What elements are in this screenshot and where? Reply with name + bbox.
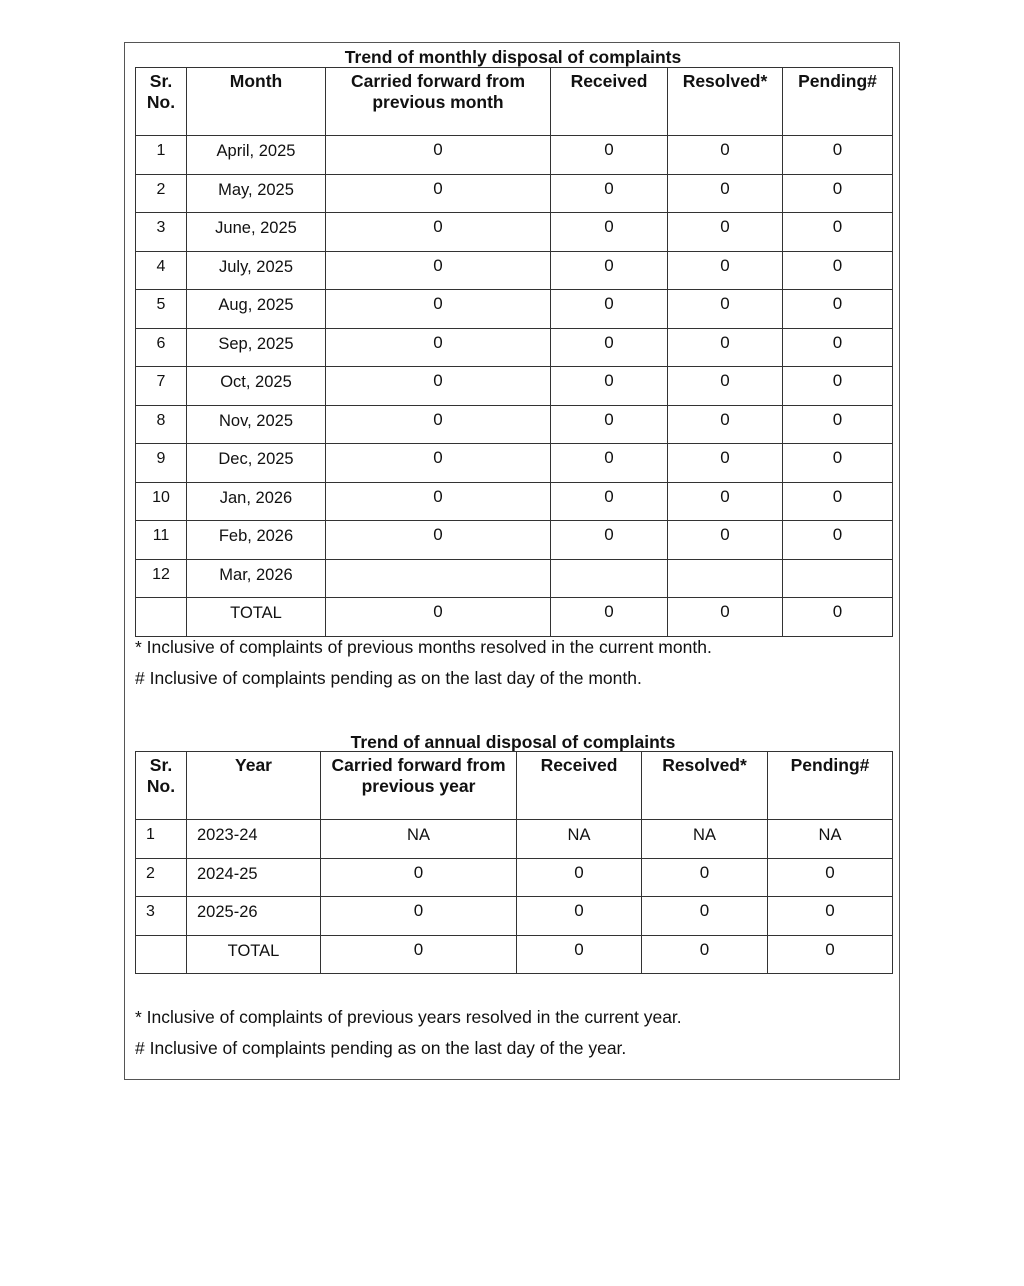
sr-no: 3 <box>136 897 187 936</box>
resolved: 0 <box>668 444 783 483</box>
carried-forward <box>326 559 551 598</box>
carried-forward: 0 <box>326 444 551 483</box>
resolved: 0 <box>668 251 783 290</box>
total-pending: 0 <box>783 598 893 637</box>
carried-forward: 0 <box>326 405 551 444</box>
table-row <box>136 174 893 213</box>
month: Dec, 2025 <box>187 444 326 483</box>
year: 2025-26 <box>187 897 321 936</box>
month: Oct, 2025 <box>187 367 326 406</box>
monthly-table-title: Trend of monthly disposal of complaints <box>344 47 682 67</box>
pending: 0 <box>783 213 893 252</box>
month: Aug, 2025 <box>187 290 326 329</box>
carried-forward: 0 <box>326 213 551 252</box>
table-row <box>136 858 893 897</box>
table-row <box>136 367 893 406</box>
carried-forward: 0 <box>326 290 551 329</box>
header-sr-no: Sr. No. <box>136 752 187 820</box>
sr-no: 7 <box>136 367 187 406</box>
header-month: Month <box>187 68 326 136</box>
table-row <box>136 521 893 560</box>
month: April, 2025 <box>187 136 326 175</box>
month: Mar, 2026 <box>187 559 326 598</box>
monthly-footnote-resolved: * Inclusive of complaints of previous months resolved in the current month. <box>135 637 712 657</box>
header-received: Received <box>551 68 668 136</box>
table-row <box>136 559 893 598</box>
carried-forward: 0 <box>326 521 551 560</box>
received: 0 <box>551 521 668 560</box>
sr-no: 2 <box>136 858 187 897</box>
total-received: 0 <box>551 598 668 637</box>
resolved: 0 <box>642 897 768 936</box>
received: NA <box>517 820 642 859</box>
header-carried-forward: Carried forward from previous year <box>321 752 517 820</box>
received: 0 <box>551 251 668 290</box>
sr-no: 4 <box>136 251 187 290</box>
pending: 0 <box>783 444 893 483</box>
pending <box>783 559 893 598</box>
sr-no: 1 <box>136 136 187 175</box>
received: 0 <box>551 444 668 483</box>
header-resolved: Resolved* <box>668 68 783 136</box>
received: 0 <box>551 290 668 329</box>
total-row <box>136 598 893 637</box>
resolved: 0 <box>668 405 783 444</box>
resolved: 0 <box>668 136 783 175</box>
carried-forward: 0 <box>326 251 551 290</box>
received: 0 <box>551 136 668 175</box>
pending: 0 <box>768 858 893 897</box>
annual-disposal-table <box>135 751 893 974</box>
sr-no: 6 <box>136 328 187 367</box>
document-frame <box>124 42 900 1080</box>
header-year: Year <box>187 752 321 820</box>
carried-forward: 0 <box>326 328 551 367</box>
total-resolved: 0 <box>668 598 783 637</box>
carried-forward: 0 <box>326 367 551 406</box>
sr-no: 12 <box>136 559 187 598</box>
total-resolved: 0 <box>642 935 768 974</box>
month: Sep, 2025 <box>187 328 326 367</box>
header-received: Received <box>517 752 642 820</box>
total-row <box>136 935 893 974</box>
header-pending: Pending# <box>768 752 893 820</box>
sr-no: 11 <box>136 521 187 560</box>
received: 0 <box>551 174 668 213</box>
monthly-footnote-pending: # Inclusive of complaints pending as on the last day of the month. <box>135 668 642 688</box>
resolved: NA <box>642 820 768 859</box>
received: 0 <box>551 328 668 367</box>
header-pending: Pending# <box>783 68 893 136</box>
total-carried-forward: 0 <box>326 598 551 637</box>
sr-no: 10 <box>136 482 187 521</box>
resolved <box>668 559 783 598</box>
carried-forward: 0 <box>321 897 517 936</box>
sr-no: 5 <box>136 290 187 329</box>
month: May, 2025 <box>187 174 326 213</box>
resolved: 0 <box>668 521 783 560</box>
table-row <box>136 328 893 367</box>
table-header-row <box>136 68 893 136</box>
table-row <box>136 290 893 329</box>
sr-no: 9 <box>136 444 187 483</box>
table-header-row <box>136 752 893 820</box>
resolved: 0 <box>668 367 783 406</box>
pending: 0 <box>768 897 893 936</box>
carried-forward: 0 <box>326 174 551 213</box>
received: 0 <box>551 367 668 406</box>
carried-forward: 0 <box>321 858 517 897</box>
carried-forward: NA <box>321 820 517 859</box>
annual-footnote-resolved: * Inclusive of complaints of previous years resolved in the current year. <box>135 1007 682 1027</box>
table-row <box>136 251 893 290</box>
annual-table-title: Trend of annual disposal of complaints <box>350 732 676 752</box>
received: 0 <box>517 858 642 897</box>
table-row <box>136 444 893 483</box>
received: 0 <box>551 482 668 521</box>
resolved: 0 <box>668 290 783 329</box>
total-label: TOTAL <box>187 935 321 974</box>
pending: 0 <box>783 405 893 444</box>
total-carried-forward: 0 <box>321 935 517 974</box>
pending: 0 <box>783 136 893 175</box>
sr-no-empty <box>136 598 187 637</box>
year: 2024-25 <box>187 858 321 897</box>
pending: 0 <box>783 174 893 213</box>
resolved: 0 <box>668 328 783 367</box>
month: Jan, 2026 <box>187 482 326 521</box>
received: 0 <box>551 405 668 444</box>
sr-no: 1 <box>136 820 187 859</box>
carried-forward: 0 <box>326 136 551 175</box>
pending: 0 <box>783 290 893 329</box>
header-carried-forward: Carried forward from previous month <box>326 68 551 136</box>
table-row <box>136 820 893 859</box>
year: 2023-24 <box>187 820 321 859</box>
month: July, 2025 <box>187 251 326 290</box>
received <box>551 559 668 598</box>
table-row <box>136 213 893 252</box>
month: Feb, 2026 <box>187 521 326 560</box>
total-received: 0 <box>517 935 642 974</box>
resolved: 0 <box>668 482 783 521</box>
header-sr-no: Sr. No. <box>136 68 187 136</box>
annual-footnote-pending: # Inclusive of complaints pending as on the last day of the year. <box>135 1038 627 1058</box>
sr-no: 8 <box>136 405 187 444</box>
carried-forward: 0 <box>326 482 551 521</box>
pending: 0 <box>783 521 893 560</box>
sr-no-empty <box>136 935 187 974</box>
month: June, 2025 <box>187 213 326 252</box>
header-resolved: Resolved* <box>642 752 768 820</box>
total-label: TOTAL <box>187 598 326 637</box>
resolved: 0 <box>668 174 783 213</box>
table-row <box>136 482 893 521</box>
table-row <box>136 405 893 444</box>
resolved: 0 <box>668 213 783 252</box>
table-row <box>136 136 893 175</box>
sr-no: 3 <box>136 213 187 252</box>
monthly-disposal-table <box>135 67 893 637</box>
table-row <box>136 897 893 936</box>
pending: 0 <box>783 482 893 521</box>
pending: 0 <box>783 367 893 406</box>
total-pending: 0 <box>768 935 893 974</box>
month: Nov, 2025 <box>187 405 326 444</box>
received: 0 <box>517 897 642 936</box>
received: 0 <box>551 213 668 252</box>
sr-no: 2 <box>136 174 187 213</box>
pending: 0 <box>783 328 893 367</box>
pending: NA <box>768 820 893 859</box>
pending: 0 <box>783 251 893 290</box>
resolved: 0 <box>642 858 768 897</box>
